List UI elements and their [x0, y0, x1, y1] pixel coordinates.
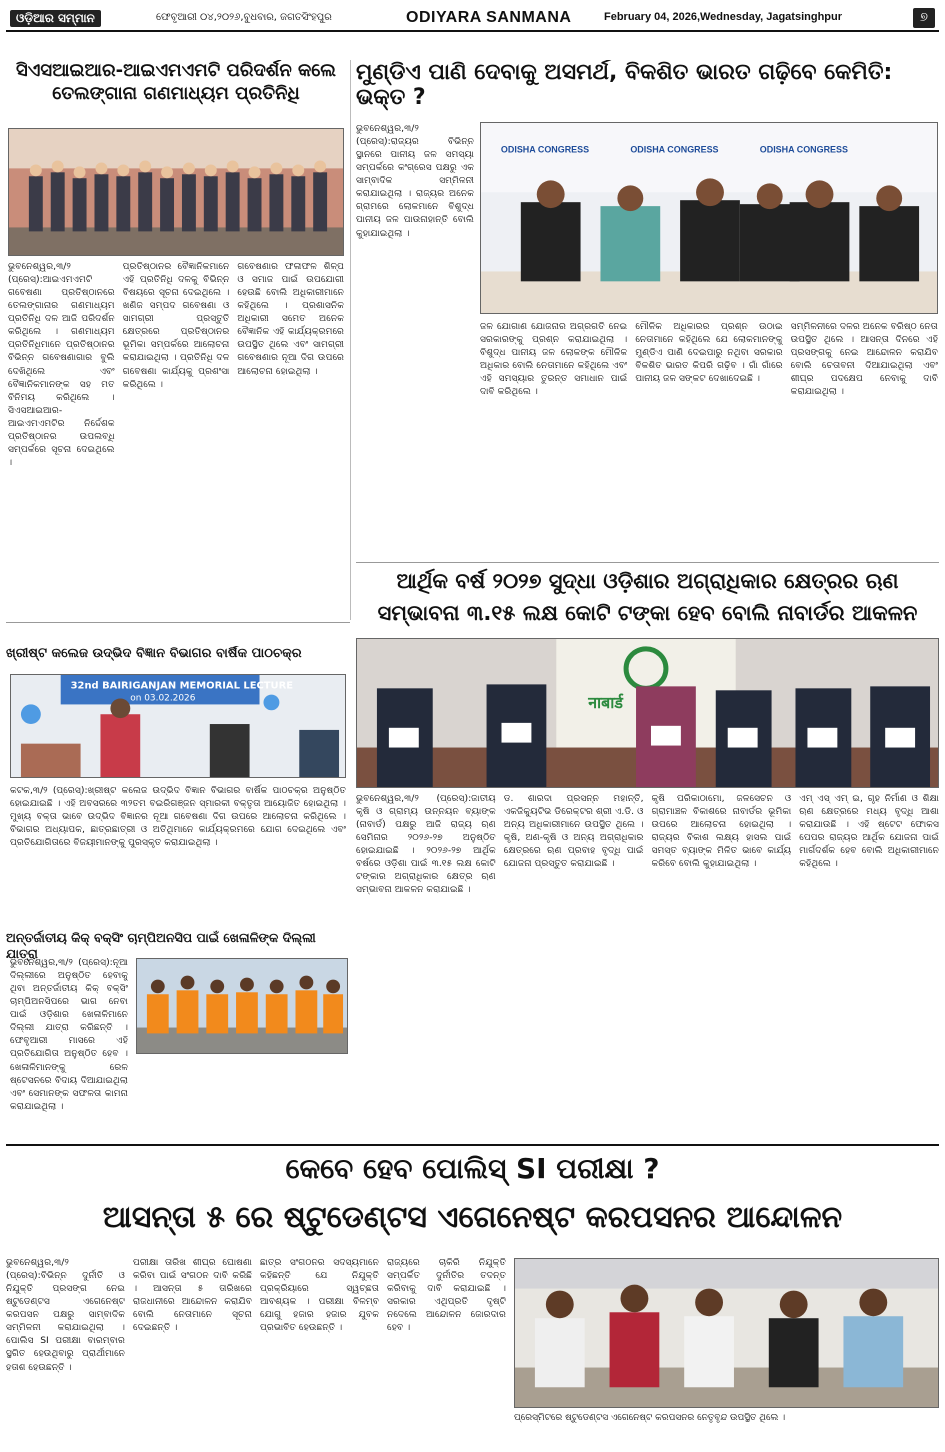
nabard-banner-text: नाबार्ड: [588, 693, 623, 713]
story2-col-4: ସମ୍ମିଳନୀରେ ଦଳର ଅନେକ ବରିଷ୍ଠ ନେତା ଉପସ୍ଥିତ ଥିଲେ । ଆସନ୍ତା ଦିନରେ ଏହି ପ୍ରସଙ୍ଗକୁ ନେଇ ଆନ୍ଦୋଳନ କରାଯିବ ବୋଲି ଚେତାବନୀ ଦିଆଯାଇଥିଲା ଏବଂ ଶୀଘ୍ର ପଦକ୍ଷେପ ନେବାକୁ ଦାବି କରାଯାଇଥିଲା ।: [790, 321, 938, 398]
story1-headline: ସିଏସଆଇଆର-ଆଇଏମଏମଟି ପରିଦର୍ଶନ କଲେ ତେଲଙ୍ଗାନା ଗଣମାଧ୍ୟମ ପ୍ରତିନିଧି: [16, 60, 336, 104]
story5-team-photo: [136, 958, 348, 1054]
masthead-date-english: February 04, 2026,Wednesday, Jagatsinghpur: [604, 11, 843, 23]
story6-headline-1: କେବେ ହେବ ପୋଲିସ୍ SI ପରୀକ୍ଷା ?: [285, 1152, 660, 1185]
story4-headline: ଖ୍ରୀଷ୍ଟ କଲେଜ ଉଦ୍ଭିଦ ବିଜ୍ଞାନ ବିଭାଗର ବାର୍ଷିକ ପାଠଚକ୍ର: [6, 646, 302, 661]
story1-col-3: ଗବେଷଣାର ଫଳାଫଳ ଶିଳ୍ପ ଓ ସମାଜ ପାଇଁ ଉପଯୋଗୀ ହେଉଛି ବୋଲି ଅଧିକାରୀମାନେ କହିଥିଲେ । ପ୍ରଶାସନିକ ଅଧିକାରୀ ସମେତ ଅନେକ ବୈଜ୍ଞାନିକ ଏହି କାର୍ଯ୍ୟକ୍ରମରେ ଉପସ୍ଥିତ ଥିଲେ ଏବଂ ସାମଗ୍ରୀ ଗବେଷଣାର ନୂଆ ଦିଗ ଉପରେ ଆଲୋଚନା ହୋଇଥିଲା ।: [237, 261, 345, 377]
banner-lecture-title: 32nd BAIRIGANJAN MEMORIAL LECTURE: [70, 680, 294, 692]
story2-col-1: ଭୁବନେଶ୍ୱର,୩/୨ (ପ୍ରେସ୍):ରାଜ୍ୟର ବିଭିନ୍ନ ସ୍ଥାନରେ ପାନୀୟ ଜଳ ସମସ୍ୟା ସମ୍ପର୍କରେ କଂଗ୍ରେସ ପକ୍ଷରୁ ଏକ ସାମ୍ବାଦିକ ସମ୍ମିଳନୀ କରାଯାଇଥିଲା । ରାଜ୍ୟର ଅନେକ ଗ୍ରାମରେ ଲୋକମାନେ ବିଶୁଦ୍ଧ ପାନୀୟ ଜଳ ପାଉନାହାନ୍ତି ବୋଲି କୁହାଯାଇଥିଲା ।: [356, 123, 474, 239]
story3-col-3: କୃଷି ପରିକାଠାମୋ, ଜଳସେଚନ ଓ ଗ୍ରାମାଞ୍ଚଳ ବିକାଶରେ ନାବାର୍ଡର ଭୂମିକା ଉପରେ ଆଲୋଚନା ହୋଇଥିଲା । ରାଜ୍ୟର ବିକାଶ ଲକ୍ଷ୍ୟ ହାସଲ ପାଇଁ ସମସ୍ତ ବ୍ୟାଙ୍କ ମିଳିତ ଭାବେ କାର୍ଯ୍ୟ କରିବେ ବୋଲି କୁହାଯାଇଥିଲା ।: [651, 793, 792, 870]
story4-lecture-photo: [10, 674, 346, 778]
masthead-name: ODIYARA SANMANA: [406, 9, 572, 26]
story3-col-4: ଏମ୍ ଏସ୍ ଏମ୍ ଇ, ଗୃହ ନିର୍ମାଣ ଓ ଶିକ୍ଷା ଋଣ କ୍ଷେତ୍ରରେ ମଧ୍ୟ ବୃଦ୍ଧି ଆଶା କରାଯାଉଛି । ଏହି ଷ୍ଟେଟ ଫୋକସ ପେପର ରାଜ୍ୟର ଆର୍ଥିକ ଯୋଜନା ପାଇଁ ମାର୍ଗଦର୍ଶକ ହେବ ବୋଲି ଅଧିକାରୀମାନେ କହିଥିଲେ ।: [799, 793, 939, 870]
story2-press-photo: [480, 122, 938, 314]
story6-col-3: ଛାତ୍ର ସଂଗଠନର ସଦସ୍ୟମାନେ କହିଛନ୍ତି ଯେ ନିଯୁକ୍ତି ପ୍ରକ୍ରିୟାରେ ସ୍ୱଚ୍ଛତା ଆବଶ୍ୟକ । ପରୀକ୍ଷା ବିଳମ୍ବ ଯୋଗୁ ହଜାର ହଜାର ଯୁବକ ପ୍ରଭାବିତ ହେଉଛନ୍ତି ।: [260, 1257, 379, 1334]
story1-col-2: ପ୍ରତିଷ୍ଠାନର ବୈଜ୍ଞାନିକମାନେ ଏହି ପ୍ରତିନିଧି ଦଳକୁ ବିଭିନ୍ନ ବିଷୟରେ ସୂଚନା ଦେଇଥିଲେ । ଖଣିଜ ସମ୍ପଦ ଗବେଷଣା ଓ ସାମଗ୍ରୀ ପ୍ରସ୍ତୁତି କ୍ଷେତ୍ରରେ ପ୍ରତିଷ୍ଠାନର ଭୂମିକା ସମ୍ପର୍କରେ ଆଲୋଚନା କରାଯାଇଥିଲା । ପ୍ରତିନିଧି ଦଳ ଗବେଷଣା କାର୍ଯ୍ୟକୁ ପ୍ରଶଂସା କରିଥିଲେ ।: [122, 261, 230, 390]
story2-col-3: ମୌଳିକ ଅଧିକାରର ପ୍ରଶ୍ନ ଉଠାଇ ନେତାମାନେ କହିଥିଲେ ଯେ ଲୋକମାନଙ୍କୁ ମୁଣ୍ଡିଏ ପାଣି ଦେଇପାରୁ ନଥିବା ସରକାର ବିକଶିତ ଭାରତ କିପରି ଗଢ଼ିବ । ଗାଁ ଗାଁରେ ପାନୀୟ ଜଳ ସଙ୍କଟ ଦେଖାଦେଇଛି ।: [635, 321, 783, 385]
paper-logo: ଓଡ଼ିଆର ସମ୍ମାନ: [10, 10, 101, 27]
story2-headline: ମୁଣ୍ଡିଏ ପାଣି ଦେବାକୁ ଅସମର୍ଥ, ବିକଶିତ ଭାରତ ଗଢ଼ିବେ କେମିତି: ଭକ୍ତ ?: [356, 60, 893, 111]
story6-photo-caption: ପ୍ରେସ୍‌ମିଟରେ ଷ୍ଟୁଡେଣ୍ଟସ ଏଗେନେଷ୍ଟ କରପସନର ନେତୃବୃନ୍ଦ ଉପସ୍ଥିତ ଥିଲେ ।: [514, 1413, 786, 1423]
congress-banner-text: ODISHA CONGRESS: [500, 144, 590, 155]
masthead-date-odia: ଫେବୃଆରୀ ୦୪,୨୦୨୬,ବୁଧବାର, ଜଗତସିଂହପୁର: [156, 12, 332, 23]
story-police-si-exam: [6, 1148, 939, 1448]
story-nabard: [356, 566, 939, 1142]
story4-text: କଟକ,୩/୨ (ପ୍ରେସ୍):ଖ୍ରୀଷ୍ଟ କଲେଜ ଉଦ୍ଭିଦ ବିଜ୍ଞାନ ବିଭାଗର ବାର୍ଷିକ ପାଠଚକ୍ର ଅନୁଷ୍ଠିତ ହୋଇଯାଇଛି । ଏହି ଅବସରରେ ୩୨ତମ ବଇରିଗଞ୍ଜନ ସ୍ମାରକୀ ବକ୍ତୃତା ଆୟୋଜିତ ହୋଇଥିଲା । ମୁଖ୍ୟ ବକ୍ତା ଭାବେ ଉଦ୍ଭିଦ ବିଜ୍ଞାନର ନୂଆ ଗବେଷଣା ଦିଗ ଉପରେ ଆଲୋଚନା କରିଥିଲେ । ବିଭାଗର ଅଧ୍ୟାପକ, ଛାତ୍ରଛାତ୍ରୀ ଓ ଅତିଥିମାନେ କାର୍ଯ୍ୟକ୍ରମରେ ଯୋଗ ଦେଇଥିଲେ ଏବଂ ପ୍ରତିଯୋଗିତାରେ ବିଜୟୀମାନଙ୍କୁ ପୁରସ୍କୃତ କରାଯାଇଥିଲା ।: [10, 785, 346, 849]
page-number: ୭: [913, 8, 935, 28]
story6-press-photo: [514, 1258, 939, 1408]
story6-col-4: ରାଜ୍ୟରେ ଚାକିରି ନିଯୁକ୍ତି ସମ୍ପର୍କିତ ଦୁର୍ନୀତିର ତଦନ୍ତ କରିବାକୁ ଦାବି କରାଯାଇଛି । ସରକାର ଏଥିପ୍ରତି ଦୃଷ୍ଟି ନଦେଲେ ଆନ୍ଦୋଳନ ଜୋରଦାର ହେବ ।: [387, 1257, 506, 1334]
story2-col-2: ଜଳ ଯୋଗାଣ ଯୋଜନାର ଅଗ୍ରଗତି ନେଇ ସରକାରଙ୍କୁ ପ୍ରଶ୍ନ କରାଯାଇଥିଲା । ବିଶୁଦ୍ଧ ପାନୀୟ ଜଳ ଲୋକଙ୍କ ମୌଳିକ ଅଧିକାର ବୋଲି ନେତାମାନେ କହିଥିଲେ ଏବଂ ଏହି ସମସ୍ୟାର ତୁରନ୍ତ ସମାଧାନ ପାଇଁ ଦାବି କରିଥିଲେ ।: [480, 321, 628, 398]
story3-nabard-photo: [356, 638, 939, 788]
story3-col-1: ଭୁବନେଶ୍ୱର,୩/୨ (ପ୍ରେସ୍):ଜାତୀୟ କୃଷି ଓ ଗ୍ରାମ୍ୟ ଉନ୍ନୟନ ବ୍ୟାଙ୍କ (ନାବାର୍ଡ) ପକ୍ଷରୁ ଆଜି ରାଜ୍ୟ ଋଣ ସେମିନାର ୨୦୨୬-୨୭ ଅନୁଷ୍ଠିତ ହୋଇଯାଇଛି । ୨୦୨୬-୨୭ ଆର୍ଥିକ ବର୍ଷରେ ଓଡ଼ିଶା ପାଇଁ ୩.୧୫ ଲକ୍ଷ କୋଟି ଟଙ୍କାର ଅଗ୍ରାଧିକାର କ୍ଷେତ୍ର ଋଣ ସମ୍ଭାବନା ଆକଳନ କରାଯାଇଛି ।: [356, 793, 496, 896]
story3-col-2: ଡ. ଶାରଦା ପ୍ରସନ୍ନ ମହାନ୍ତି, ଏକଜିକ୍ୟୁଟିଭ ଡିରେକ୍ଟର ଶ୍ରୀ ଏ.ଡି. ଓ ଅନ୍ୟ ଅଧିକାରୀମାନେ ଉପସ୍ଥିତ ଥିଲେ । କୃଷି, ଅଣ-କୃଷି ଓ ଅନ୍ୟ ଅଗ୍ରାଧିକାର କ୍ଷେତ୍ରରେ ଋଣ ପ୍ରବାହ ବୃଦ୍ଧି ପାଇଁ ଯୋଜନା ପ୍ରସ୍ତୁତ କରାଯାଇଛି ।: [503, 793, 644, 870]
story1-group-photo: [8, 128, 344, 256]
congress-banner-text: ODISHA CONGRESS: [759, 144, 848, 155]
congress-banner-text: ODISHA CONGRESS: [630, 144, 719, 155]
masthead: [6, 6, 939, 32]
story1-col-1: ଭୁବନେଶ୍ୱର,୩/୨ (ପ୍ରେସ୍):ଆଇଏମଏମଟି ଗବେଷଣା ପ୍ରତିଷ୍ଠାନରେ ତେଲଙ୍ଗାନାର ଗଣମାଧ୍ୟମ ପ୍ରତିନିଧି ଦଳ ଆଜି ପରିଦର୍ଶନ କରିଥିଲେ । ଗଣମାଧ୍ୟମ ପ୍ରତିନିଧିମାନେ ପ୍ରତିଷ୍ଠାନର ବିଭିନ୍ନ ଗବେଷଣାଗାର ବୁଲି ଦେଖିଥିଲେ ଏବଂ ବୈଜ୍ଞାନିକମାନଙ୍କ ସହ ମତ ବିନିମୟ କରିଥିଲେ । ସିଏସଆଇଆର-ଆଇଏମଏମଟିର ନିର୍ଦ୍ଦେଶକ ପ୍ରତିଷ୍ଠାନର ଉପଲବ୍ଧି ସମ୍ପର୍କରେ ସୂଚନା ଦେଇଥିଲେ ।: [8, 261, 115, 468]
story-csir-visit: [6, 60, 346, 620]
story6-col-1: ଭୁବନେଶ୍ୱର,୩/୨ (ପ୍ରେସ୍):ବିଭିନ୍ନ ଦୁର୍ନୀତି ଓ ନିଯୁକ୍ତି ପ୍ରସଙ୍ଗ ନେଇ ଷ୍ଟୁଡେଣ୍ଟସ ଏଗେନେଷ୍ଟ କରପସନ ପକ୍ଷରୁ ସାମ୍ବାଦିକ ସମ୍ମିଳନୀ କରାଯାଇଥିଲା । ପୋଲିସ SI ପରୀକ୍ଷା ବାରମ୍ବାର ସ୍ଥଗିତ ହେଉଥିବାରୁ ପ୍ରାର୍ଥୀମାନେ ହତାଶ ହେଉଛନ୍ତି ।: [6, 1257, 125, 1373]
story6-col-2: ପରୀକ୍ଷା ତାରିଖ ଶୀଘ୍ର ଘୋଷଣା କରିବା ପାଇଁ ସଂଗଠନ ଦାବି କରିଛି । ଆସନ୍ତା ୫ ତାରିଖରେ ରାଜଧାନୀରେ ଆନ୍ଦୋଳନ କରାଯିବ ବୋଲି ନେତାମାନେ ସୂଚନା ଦେଇଛନ୍ତି ।: [133, 1257, 252, 1334]
story5-headline: ଅନ୍ତର୍ଜାତୀୟ କିକ୍ ବକ୍ସିଂ ଚାମ୍ପିଅନସିପ ପାଇଁ ଖେଳାଳିଙ୍କ ଦିଲ୍ଲୀ ଯାତ୍ରା: [6, 930, 316, 961]
story-christ-college: [6, 646, 350, 926]
story6-headline-2: ଆସନ୍ତା ୫ ରେ ଷ୍ଟୁଡେଣ୍ଟସ ଏଗେନେଷ୍ଟ କରପସନର ଆନ୍ଦୋଳନ: [102, 1200, 843, 1235]
story-water-crisis: [356, 60, 939, 560]
story-kickboxing: [6, 930, 350, 1142]
banner-lecture-date: on 03.02.2026: [130, 693, 196, 704]
story3-headline: ଆର୍ଥିକ ବର୍ଷ ୨୦୨୭ ସୁଦ୍ଧା ଓଡ଼ିଶାର ଅଗ୍ରାଧିକାର କ୍ଷେତ୍ରର ଋଣ ସମ୍ଭାବନା ୩.୧୫ ଲକ୍ଷ କୋଟି ଟଙ୍କା ହେବ ବୋଲି ନାବାର୍ଡର ଆକଳନ: [377, 569, 918, 625]
story5-text: ଭୁବନେଶ୍ୱର,୩/୨ (ପ୍ରେସ୍):ନୂଆ ଦିଲ୍ଲୀରେ ଅନୁଷ୍ଠିତ ହେବାକୁ ଥିବା ଅନ୍ତର୍ଜାତୀୟ କିକ୍ ବକ୍ସିଂ ଚାମ୍ପିଅନସିପରେ ଭାଗ ନେବା ପାଇଁ ଓଡ଼ିଶାର ଖେଳାଳିମାନେ ଦିଲ୍ଲୀ ଯାତ୍ରା କରିଛନ୍ତି । ଫେବୃଆରୀ ମାସରେ ଏହି ପ୍ରତିଯୋଗିତା ଅନୁଷ୍ଠିତ ହେବ । ଖେଳାଳିମାନଙ୍କୁ ରେଳ ଷ୍ଟେସନରେ ବିଦାୟ ଦିଆଯାଇଥିଲା ଏବଂ ସେମାନଙ୍କ ସଫଳତା କାମନା କରାଯାଇଥିଲା ।: [10, 957, 128, 1112]
